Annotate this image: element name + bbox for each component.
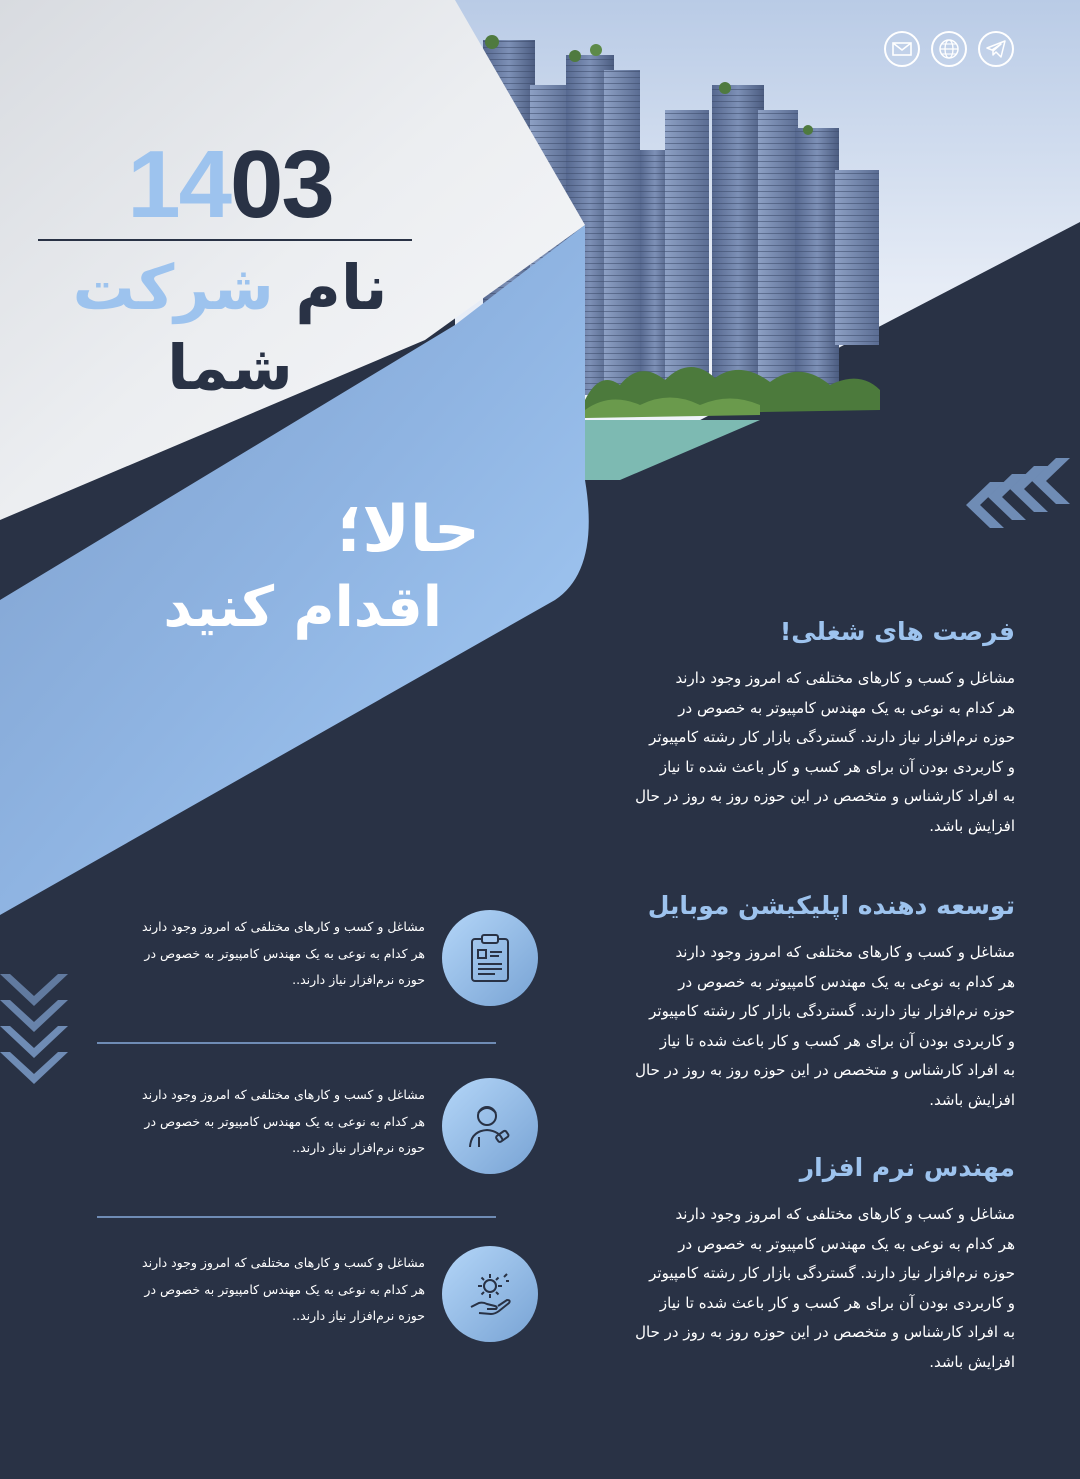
section-body	[600, 1200, 1015, 1378]
body-line: حوزه نرم‌افزار نیاز دارند. گستردگی بازار کار رشته کامپیوتر	[649, 1264, 1015, 1283]
feature-line: مشاغل و کسب و کارهای مختلفی که امروز وجود دارند	[142, 919, 425, 934]
feature-text	[60, 1250, 425, 1330]
body-line: و کاربردی بودن آن برای هر کسب و کار باعث شده تا نیاز	[659, 1031, 1015, 1050]
feature-text	[60, 1082, 425, 1162]
body-line: مشاغل و کسب و کارهای مختلفی که امروز وجود دارند	[675, 669, 1015, 687]
section-title: فرصت های شغلی!	[779, 617, 1015, 646]
body-line: و کاربردی بودن آن برای هر کسب و کار باعث شده تا نیاز	[659, 1293, 1015, 1312]
heading-divider	[38, 239, 412, 241]
feature-divider	[97, 1216, 496, 1218]
section-body	[600, 664, 1015, 842]
year-heading	[40, 130, 420, 240]
feature-item-clipboard	[60, 910, 540, 1040]
body-line: افزایش باشد.	[929, 1352, 1015, 1371]
year-part-2: 03	[230, 131, 333, 238]
feature-line: هر کدام به نوعی به یک مهندس کامپیوتر به خصوص در	[144, 1113, 425, 1129]
body-line: به افراد کارشناس و متخصص در این حوزه روز به روز در حال	[635, 1061, 1015, 1080]
company-name	[40, 248, 420, 408]
telegram-icon[interactable]	[978, 31, 1014, 67]
feature-item-engineer	[60, 1078, 540, 1208]
body-line: هر کدام به نوعی به یک مهندس کامپیوتر به خصوص در	[678, 1234, 1015, 1253]
body-line: حوزه نرم‌افزار نیاز دارند. گستردگی بازار کار رشته کامپیوتر	[649, 1002, 1015, 1021]
cta-line-1: حالا؛	[336, 493, 480, 567]
section-title: توسعه دهنده اپلیکیشن موبایل	[647, 891, 1015, 920]
body-line: مشاغل و کسب و کارهای مختلفی که امروز وجود دارند	[675, 1205, 1015, 1223]
globe-icon[interactable]	[931, 31, 967, 67]
body-line: به افراد کارشناس و متخصص در این حوزه روز به روز در حال	[635, 787, 1015, 806]
feature-line: حوزه نرم‌افزار نیاز دارند..	[292, 1140, 425, 1155]
cta-line-2: اقدام کنید	[163, 575, 442, 640]
company-word-1: نام	[295, 251, 388, 324]
feature-line: مشاغل و کسب و کارهای مختلفی که امروز وجود دارند	[142, 1255, 425, 1270]
section-body	[600, 938, 1015, 1116]
body-line: افزایش باشد.	[929, 816, 1015, 835]
clipboard-icon	[442, 910, 538, 1006]
feature-line: مشاغل و کسب و کارهای مختلفی که امروز وجود دارند	[142, 1087, 425, 1102]
body-line: هر کدام به نوعی به یک مهندس کامپیوتر به خصوص در	[678, 698, 1015, 717]
mail-icon[interactable]	[884, 31, 920, 67]
body-line: حوزه نرم‌افزار نیاز دارند. گستردگی بازار کار رشته کامپیوتر	[649, 728, 1015, 747]
feature-divider	[97, 1042, 496, 1044]
section-mobile-developer	[600, 888, 1015, 1116]
company-word-2: شرکت	[72, 251, 274, 324]
company-word-3: شما	[167, 331, 293, 404]
section-job-opportunities	[600, 614, 1015, 842]
body-line: هر کدام به نوعی به یک مهندس کامپیوتر به خصوص در	[678, 972, 1015, 991]
body-line: مشاغل و کسب و کارهای مختلفی که امروز وجود دارند	[675, 943, 1015, 961]
body-line: و کاربردی بودن آن برای هر کسب و کار باعث شده تا نیاز	[659, 757, 1015, 776]
feature-text	[60, 914, 425, 994]
gear-hand-icon	[442, 1246, 538, 1342]
body-line: افزایش باشد.	[929, 1090, 1015, 1109]
feature-item-gear-hand	[60, 1246, 540, 1376]
body-line: به افراد کارشناس و متخصص در این حوزه روز به روز در حال	[635, 1323, 1015, 1342]
engineer-icon	[442, 1078, 538, 1174]
section-title: مهندس نرم افزار	[799, 1153, 1015, 1182]
feature-line: هر کدام به نوعی به یک مهندس کامپیوتر به خصوص در	[144, 1281, 425, 1297]
call-to-action	[100, 490, 480, 646]
year-part-1: 14	[127, 131, 230, 238]
feature-line: حوزه نرم‌افزار نیاز دارند..	[292, 1308, 425, 1323]
section-software-engineer	[600, 1150, 1015, 1378]
feature-line: هر کدام به نوعی به یک مهندس کامپیوتر به خصوص در	[144, 945, 425, 961]
feature-line: حوزه نرم‌افزار نیاز دارند..	[292, 972, 425, 987]
